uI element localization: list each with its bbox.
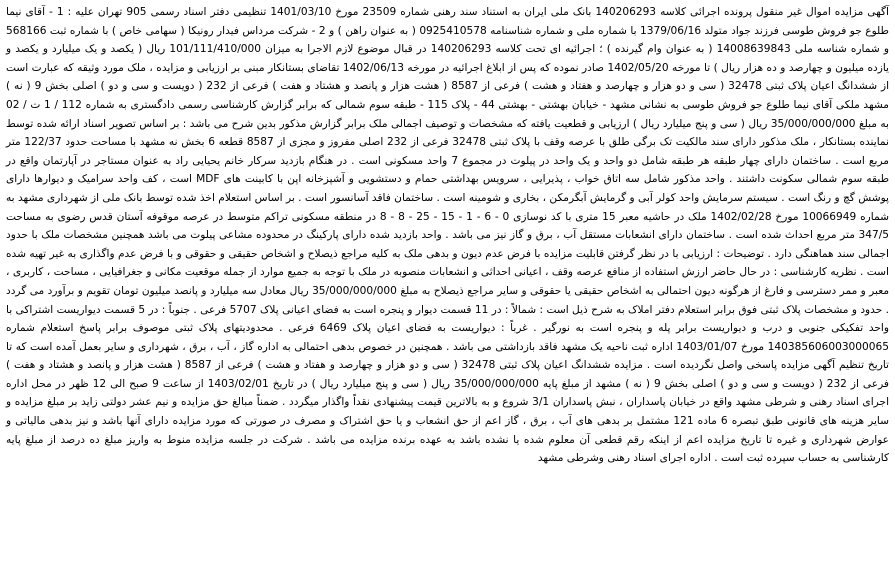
notice-body-text: آگهی مزایده اموال غیر منقول پرونده اجرائی کلاسه 140206293 بانک ملی ایران به استناد سند رهنی شماره 23509 مورخ 1401/03/10 تنظیمی دفتر اسناد رسمی 905 تهران علیه : 1 - آقای نیما طلوع جو فروش طوسی فرزند جواد متولد 1379/06/16 با شماره ملی و شماره شناسنامه 0925410578 ( به عنوان راهن ) و 2 - شرکت مرداس فیدار رونیکا ( سهامی خاص ) با شماره ثبت 568166 و شماره شناسه ملی 14008639843 ( به عنوان وام گیرنده ) ؛ اجرائیه ای تحت کلاسه 140206293 در قبال موضوع لازم الاجرا به میزان 101/111/410/000 ریال ( یکصد و یک میلیارد و یکصد و یازده میلیون و چهارصد و ده هزار ریال ) تا مورخه 1402/05/20 صادر نموده که پس از ابلاغ اجرائیه در مورخه 1402/06/13 تقاضای بستانکار مبنی بر ارزیابی و مزایده ، ملک مورد وثیقه که عبارت است از ششدانگ اعیان پلاک ثبتی 32478 ( سی و دو هزار و چهارصد و هفتاد و هشت ) فرعی از 8587 ( هشت هزار و پانصد و هشتاد و هفت ) فرعی از 232 ( دویست و سی و دو ) اصلی بخش 9 ( نه ) مشهد ملکی آقای نیما طلوع جو فروش طوسی به نشانی مشهد - خیابان بهشتی - بهشتی 44 - پلاک 115 - طبقه سوم شمالی که برابر گزارش کارشناسی رسمی دادگستری به شماره 112 / 1 ت / 02 به مبلغ 35/000/000/000 ریال ( سی و پنج میلیارد ریال ) ارزیابی و قطعیت یافته که مشخصات و توصیف اجمالی ملک برابر گزارش مذکور بدین شرح می باشد : بر اساس تصویر اسناد ارائه شده توسط نماینده بستانکار ، ملک مذکور دارای سند مالکیت تک برگی طلق با عرصه وقف با پلاک ثبتی 32478 فرعی از 232 اصلی مفروز و مجزی از 8587 قطعه 6 بخش نه مشهد با مساحت حدود 122/37 متر مربع است . ساختمان دارای چهار طبقه هر طبقه شامل دو واحد و یک واحد در پیلوت در مجموع 7 واحد مسکونی است . در هنگام بازدید سرکار خانم یحیایی راد به عنوان مستاجر در آپارتمان واقع در طبقه سوم شمالی سکونت داشتند . واحد مذکور شامل سه اتاق خواب ، پذیرایی ، سرویس بهداشتی حمام و دستشویی و آشپزخانه اپن با کابینت های MDF است ، کف واحد سرامیک و دیوارها دارای پوشش گچ و رنگ است . سیستم سرمایش واحد کولر آبی و گرمایش آبگرمکن ، بخاری و شومینه است . ساختمان فاقد آسانسور است . بر اساس استعلام اخذ شده توسط بانک ملی از شهرداری مشهد به شماره 10066949 مورخ 1402/02/28 ملک در حاشیه معبر 15 متری با کد نوسازی 0 - 6 - 1 - 15 - 25 - 8 - 8 در منطقه مسکونی تراکم متوسط در عرصه موقوفه آستان قدس رضوی به مساحت 347/5 متر مربع احداث شده است . ساختمان دارای انشعابات مستقل آب ، برق و گاز نیز می باشد . واحد بازدید شده دارای پارکینگ در محدوده مشاعی پیلوت می باشد همچنین مشخصات ملک با حدود اجمالی سند هماهنگی دارد . توضیحات : ارزیابی با در نظر گرفتن قابلیت مزایده با فرض عدم دیون و بدهی ملک به کلیه مراجع ذیصلاح و اشخاص حقیقی و حقوقی و با فرض عدم واگذاری به غیر تهیه شده است . نظریه کارشناسی : در حال حاضر ارزش استفاده از منافع عرصه وقف ، اعیانی احداثی و انشعابات منصوبه در ملک با توجه به جمیع موارد از جمله موقعیت مکانی و جغرافیایی ، مساحت ، کاربری ، معبر و ممر دسترسی و فارغ از هرگونه دیون احتمالی به اشخاص حقیقی یا حقوقی و سایر مراجع ذیصلاح به مبلغ 35/000/000/000 ریال معادل سه میلیارد و پانصد میلیون تومان تقویم و برآورد می گردد . حدود و مشخصات پلاک ثبتی فوق برابر استعلام دفتر املاک به شرح ذیل است : شمالاً : در 11 قسمت دیوار و پنجره است به فضای اعیانی پلاک 5707 فرعی . جنوباً : در 5 قسمت دیواریست اشتراکی با واحد تفکیکی جنوبی و درب و دیواریست برابر پله و پنجره است به نورگیر . غرباً : دیواریست به فضای اعیان پلاک 6469 فرعی . محدودیتهای پلاک ثبتی موصوف برابر پاسخ استعلام شماره 140385606003000065 مورخ 1403/01/07 اداره ثبت ناحیه یک مشهد فاقد بازداشتی می باشد . همچنین در خصوص بدهی احتمالی به اداره گاز ، آب ، برق ، شهرداری و سایر بعمل آمده است که تا تاریخ تنظیم آگهی مزایده پاسخی واصل نگردیده است . مزایده ششدانگ اعیان پلاک ثبتی 32478 ( سی و دو هزار و چهارصد و هفتاد و هشت ) فرعی از 8587 ( هشت هزار و پانصد و هشتاد و هفت ) فرعی از 232 ( دویست و سی و دو ) اصلی بخش 9 ( نه ) مشهد از مبلغ پایه 35/000/000/000 ریال ( سی و پنج میلیارد ریال ) در تاریخ 1403/02/01 از ساعت 9 صبح الی 12 ظهر در محل اداره اجرای اسناد رهنی و شرطی مشهد واقع در خیابان پاسداران ، نبش پاسداران 3/1 شروع و به بالاترین قیمت پیشنهادی نقداً واگذار میگردد . ضمناً مبالغ حق مزایده و نیم عشر دولتی زاید بر مبلغ مزایده و سایر هزینه های قانونی طبق تبصره 6 ماده 121 مشتمل بر بدهی های آب ، برق ، گاز اعم از حق انشعاب و یا حق اشتراک و مصرف در صورتی که مورد مزایده دارای آنها باشد و نیز بدهی مالیاتی و عوارض شهرداری و غیره تا تاریخ مزایده اعم از اینکه رقم قطعی آن معلوم شده یا نشده باشد به عهده برنده مزایده می باشد . شرکت در جلسه مزایده منوط به واریز مبلغ ده درصد از مبلغ پایه کارشناسی به حساب سپرده ثبت است . اداره اجرای اسناد رهنی وشرطی مشهد: [6, 6, 890, 465]
